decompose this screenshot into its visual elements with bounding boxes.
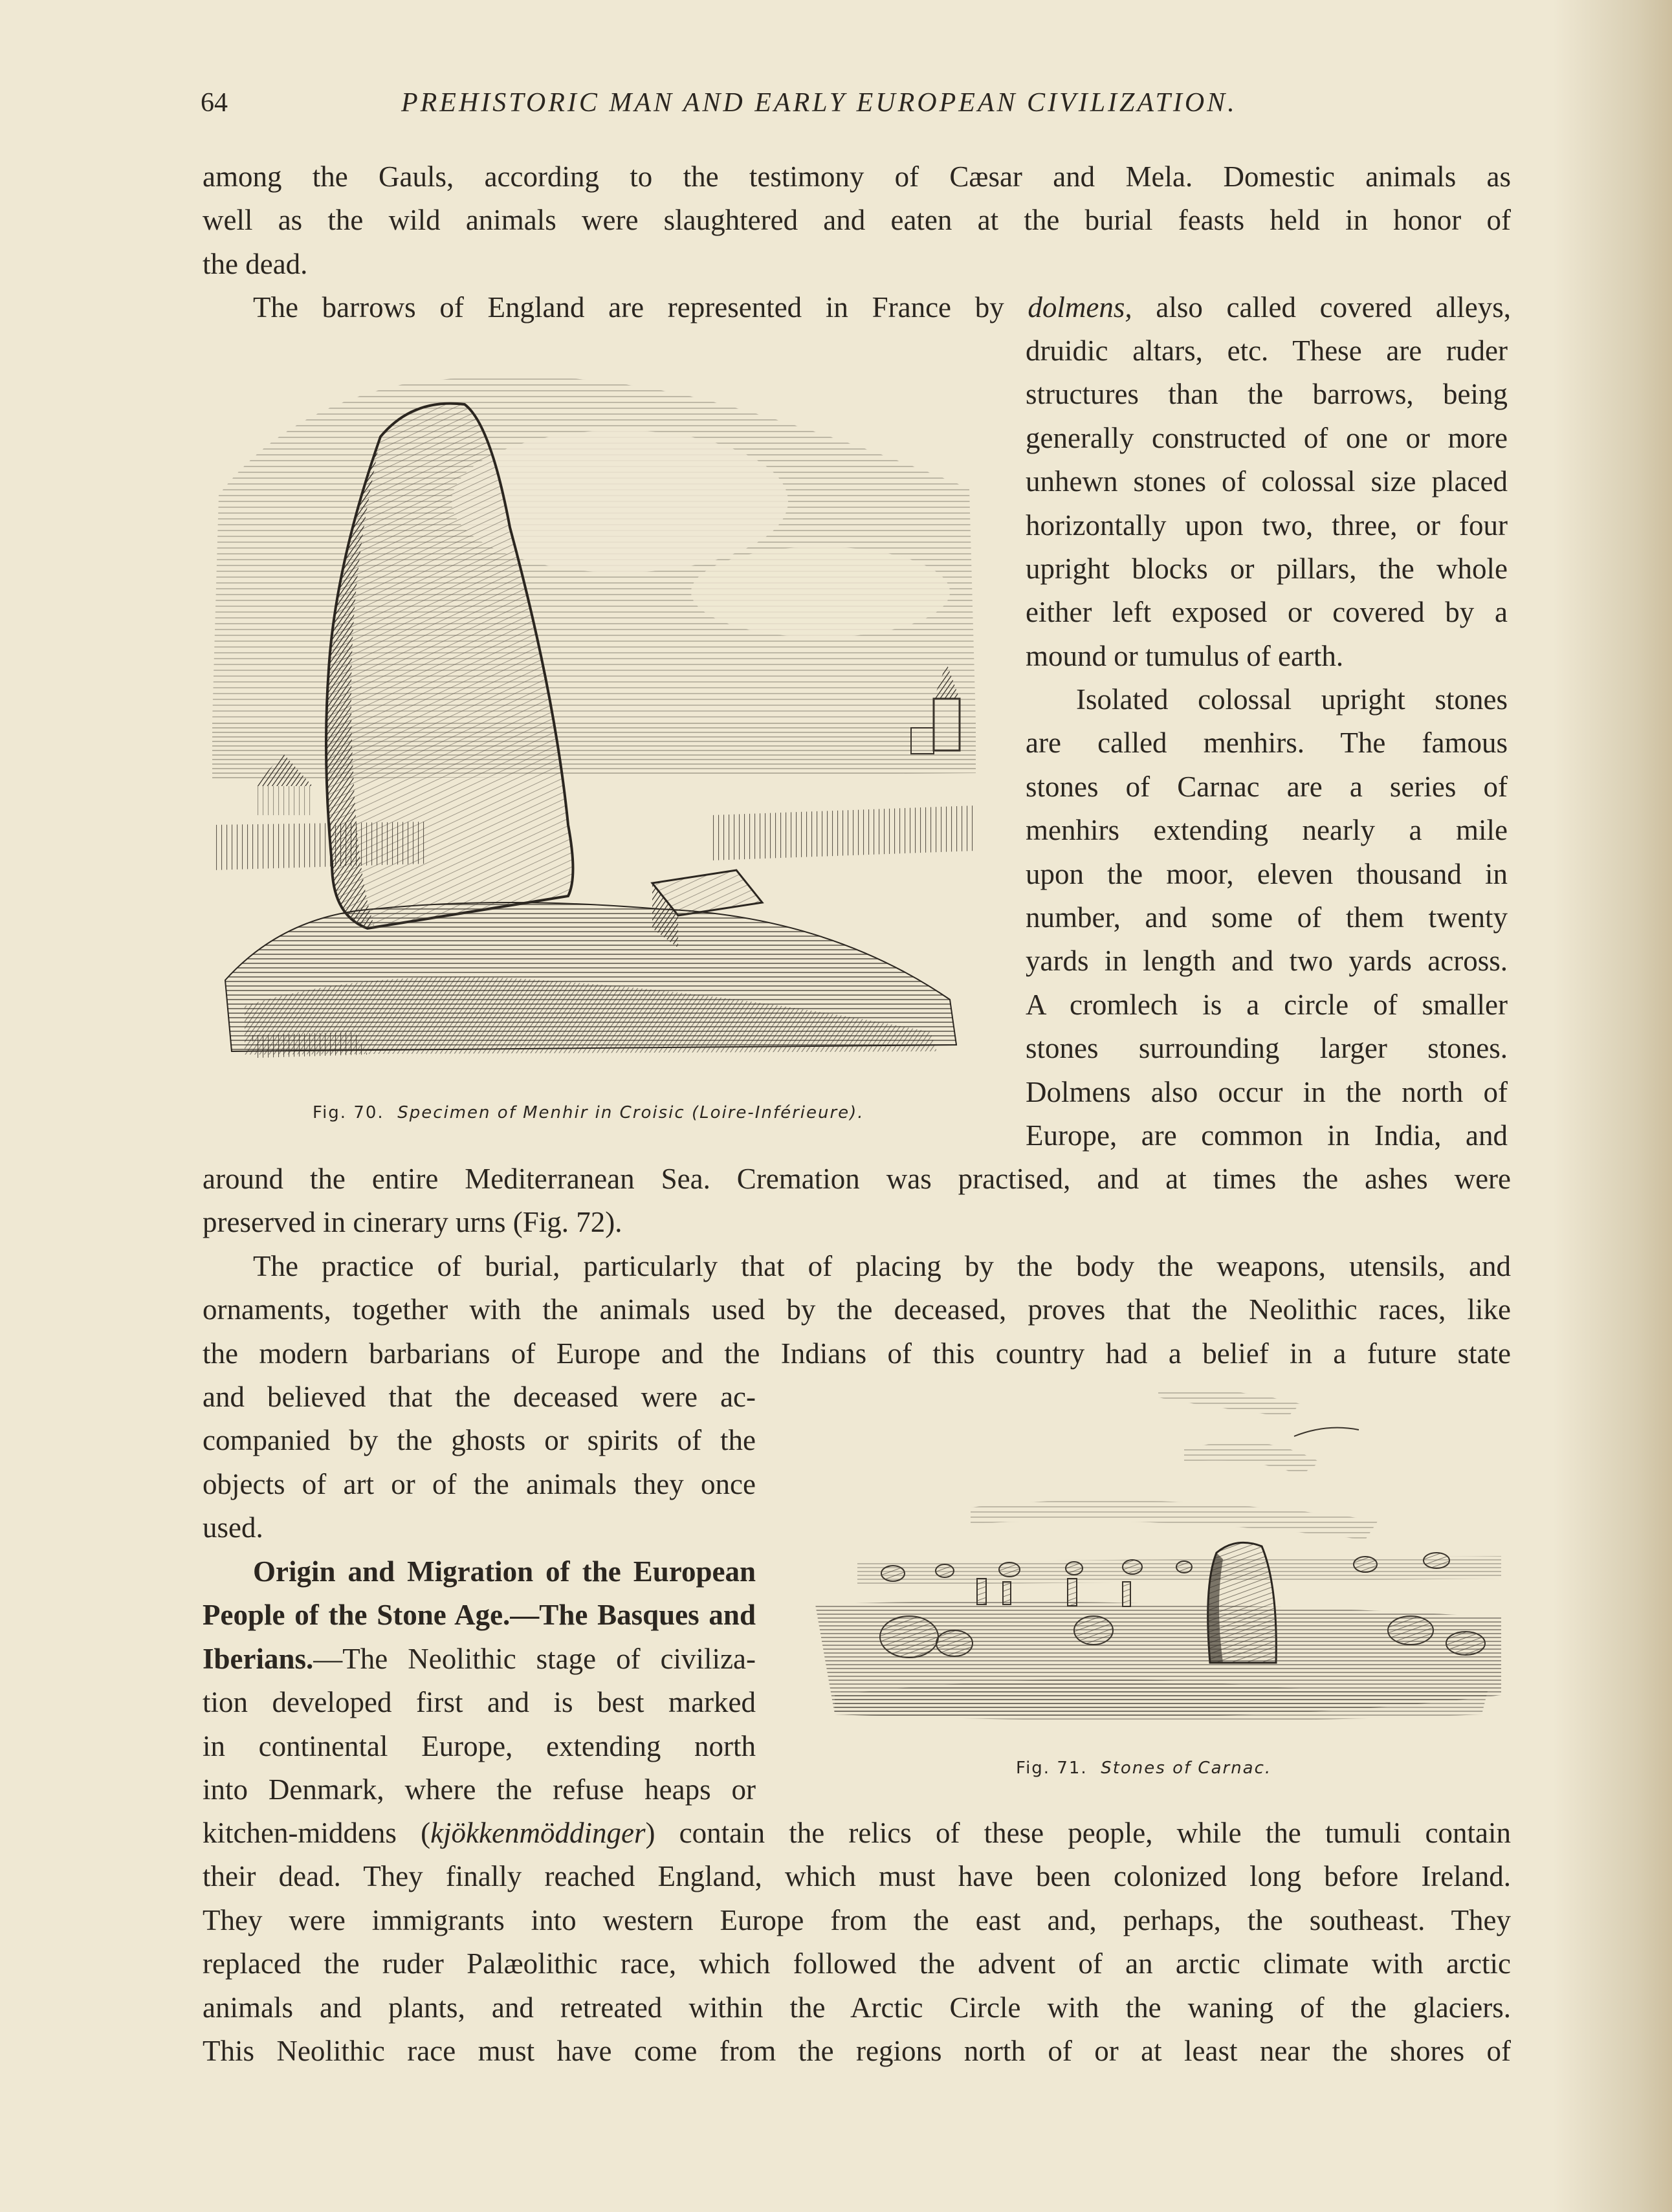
- paragraph-2-lead: [203, 286, 1511, 329]
- text-line: Europe, are common in India, and: [1026, 1119, 1508, 1152]
- text-line: among the Gauls, according to the testimony of Cæsar and Mela. Domestic animals as: [203, 160, 1511, 193]
- text-line: horizontally upon two, three, or four: [1026, 509, 1508, 542]
- menhir-engraving: [206, 359, 982, 1071]
- text-line: This Neolithic race must have come from the regions north of or at least near the shores of: [203, 2035, 1511, 2068]
- figure-title: Stones of Carnac.: [1101, 1758, 1272, 1778]
- paragraph-2-side: [1026, 329, 1508, 678]
- text-line: number, and some of them twenty: [1026, 901, 1508, 934]
- text-line: animals and plants, and retreated within the Arctic Circle with the waning of the glaciers.: [203, 1991, 1511, 2024]
- figure-70-menhir: [206, 359, 982, 1122]
- text-line: used.: [203, 1511, 263, 1544]
- text-line: The barrows of England are represented in France by dolmens, also called covered alleys,: [253, 291, 1512, 323]
- figure-title: Specimen of Menhir in Croisic (Loire-Inférieure).: [397, 1103, 864, 1122]
- text-line: and believed that the deceased were ac-: [203, 1381, 756, 1413]
- section-heading: People of the Stone Age.—The Basques and: [203, 1599, 756, 1632]
- text-line: companied by the ghosts or spirits of the: [203, 1424, 756, 1457]
- text-line: Dolmens also occur in the north of: [1026, 1075, 1508, 1108]
- text-line: the dead.: [203, 247, 308, 280]
- figure-71-carnac: [796, 1391, 1508, 1779]
- text-line: menhirs extending nearly a mile: [1026, 814, 1508, 847]
- section-heading: Origin and Migration of the European: [253, 1555, 756, 1588]
- paragraph-4-side: [203, 1375, 756, 1550]
- text-line: upon the moor, eleven thousand in: [1026, 857, 1508, 890]
- text-line: replaced the ruder Palæolithic race, which followed the advent of an arctic climate with arctic: [203, 1947, 1511, 1980]
- text-line: upright blocks or pillars, the whole: [1026, 553, 1508, 586]
- text-line: ornaments, together with the animals used by the deceased, proves that the Neolithic races, like: [203, 1293, 1511, 1326]
- carnac-engraving: [796, 1391, 1508, 1753]
- paragraph-1: [203, 155, 1511, 286]
- figure-label: Fig. 70.: [313, 1103, 384, 1122]
- text-line: kitchen-middens (kjökkenmöddinger) contain the relics of these people, while the tumuli contain: [203, 1817, 1511, 1849]
- text-line: Iberians.—The Neolithic stage of civiliza-: [203, 1642, 756, 1675]
- text-line: unhewn stones of colossal size placed: [1026, 465, 1508, 498]
- text-line: in continental Europe, extending north: [203, 1729, 756, 1762]
- italic-term: kjökkenmöddinger: [430, 1817, 646, 1849]
- text-line: around the entire Mediterranean Sea. Cremation was practised, and at times the ashes were: [203, 1163, 1511, 1195]
- paragraph-3-side: [1026, 678, 1508, 1157]
- paragraph-5-side: [203, 1550, 756, 1812]
- text-line: yards in length and two yards across.: [1026, 945, 1508, 978]
- paragraph-5-full: [203, 1812, 1511, 2073]
- text-line: objects of art or of the animals they once: [203, 1467, 756, 1500]
- text-line: either left exposed or covered by a: [1026, 596, 1508, 629]
- figure-label: Fig. 71.: [1016, 1758, 1088, 1778]
- text-line: are called menhirs. The famous: [1026, 727, 1508, 760]
- text-line: their dead. They finally reached England, which must have been colonized long before Ireland.: [203, 1860, 1511, 1893]
- text-line: Isolated colossal upright stones: [1076, 683, 1508, 716]
- text-line: the modern barbarians of Europe and the Indians of this country had a belief in a future state: [203, 1337, 1511, 1370]
- paragraph-4-full: [203, 1245, 1511, 1375]
- text-line: structures than the barrows, being: [1026, 378, 1508, 411]
- text-line: generally constructed of one or more: [1026, 421, 1508, 454]
- figure-70-caption: [313, 1103, 864, 1122]
- italic-term: dolmens,: [1028, 291, 1132, 323]
- text-line: stones of Carnac are a series of: [1026, 770, 1508, 803]
- text-line: tion developed first and is best marked: [203, 1686, 756, 1719]
- running-header: [201, 87, 1314, 126]
- text-line: preserved in cinerary urns (Fig. 72).: [203, 1206, 622, 1239]
- text-line: druidic altars, etc. These are ruder: [1026, 334, 1508, 367]
- text-line: They were immigrants into western Europe from the east and, perhaps, the southeast. They: [203, 1903, 1511, 1936]
- page-edge-shadow: [1553, 0, 1672, 2212]
- text-line: into Denmark, where the refuse heaps or: [203, 1773, 756, 1806]
- page-number: 64: [201, 88, 228, 118]
- text-line: well as the wild animals were slaughtered and eaten at the burial feasts held in honor of: [203, 204, 1511, 237]
- text-line: mound or tumulus of earth.: [1026, 639, 1344, 672]
- running-title: PREHISTORIC MAN AND EARLY EUROPEAN CIVILIZATION.: [401, 88, 1237, 118]
- text-line: A cromlech is a circle of smaller: [1026, 988, 1508, 1021]
- text-line: The practice of burial, particularly that of placing by the body the weapons, utensils, and: [253, 1250, 1511, 1282]
- figure-71-caption: [1016, 1758, 1271, 1778]
- text-line: stones surrounding larger stones.: [1026, 1032, 1508, 1065]
- paragraph-3-full: [203, 1157, 1511, 1245]
